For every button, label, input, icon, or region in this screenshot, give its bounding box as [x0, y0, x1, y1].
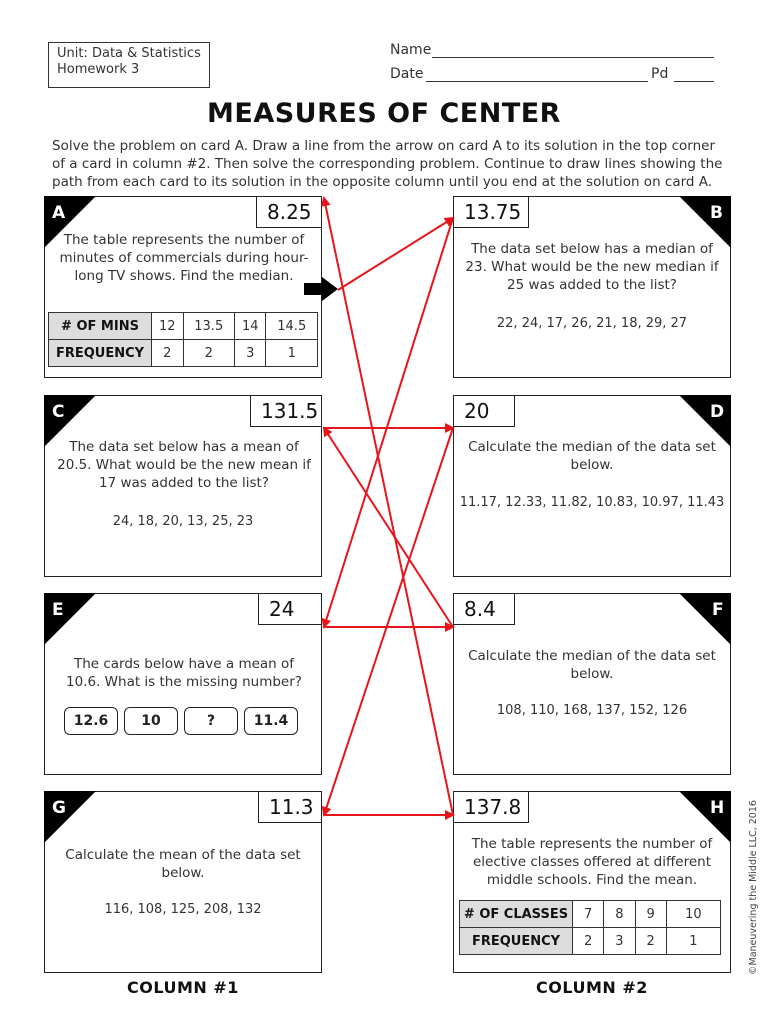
- table-cell: 1: [666, 928, 720, 955]
- number-card: 12.6: [64, 707, 118, 735]
- table-cell: 10: [666, 901, 720, 928]
- table-header-cell: # OF CLASSES: [460, 901, 573, 928]
- table-cell: 1: [266, 340, 318, 367]
- table-cell: 3: [604, 928, 635, 955]
- card-g-data: 116, 108, 125, 208, 132: [104, 902, 262, 917]
- card-d-data: 11.17, 12.33, 11.82, 10.83, 10.97, 11.43: [459, 495, 725, 510]
- card-c-letter: C: [52, 402, 65, 422]
- table-cell: 2: [573, 928, 604, 955]
- card-f-answer: 8.4: [453, 593, 515, 625]
- table-cell: 7: [573, 901, 604, 928]
- table-cell: 14.5: [266, 313, 318, 340]
- card-f-letter: F: [712, 600, 724, 620]
- card-c-problem: The data set below has a mean of 20.5. What would be the new mean if 17 was added to the list?: [57, 439, 311, 491]
- card-h-letter: H: [710, 798, 725, 818]
- copyright: ©Maneuvering the Middle LLC, 2016: [748, 800, 759, 975]
- connector-b-to-e: [324, 218, 453, 627]
- table-header-cell: FREQUENCY: [460, 928, 573, 955]
- connector-d-to-g: [324, 428, 453, 815]
- pd-label: Pd: [651, 66, 669, 82]
- card-b-data: 22, 24, 17, 26, 21, 18, 29, 27: [496, 316, 688, 331]
- instructions: Solve the problem on card A. Draw a line from the arrow on card A to its solution in the top corner of a card in column #2. Then solve the corresponding problem. Continue to draw lines showing the path from each card to its solution in the opposite column until you end at the solution on card A.: [52, 138, 723, 190]
- unit-label: Unit: Data & Statistics: [57, 46, 201, 61]
- homework-label: Homework 3: [57, 62, 140, 77]
- table-cell: 9: [635, 901, 666, 928]
- table-header-cell: FREQUENCY: [49, 340, 152, 367]
- card-d-problem: Calculate the median of the data set below.: [468, 439, 716, 473]
- date-label: Date: [390, 66, 424, 82]
- card-g-letter: G: [52, 798, 66, 818]
- table-cell: 3: [234, 340, 266, 367]
- card-h-answer: 137.8: [453, 791, 529, 823]
- card-b-letter: B: [710, 203, 723, 223]
- table-cell: 2: [152, 340, 184, 367]
- card-e-answer: 24: [258, 593, 322, 625]
- card-b-answer: 13.75: [453, 196, 529, 228]
- card-e-problem: The cards below have a mean of 10.6. What is the missing number?: [66, 656, 302, 690]
- card-b-problem: The data set below has a median of 23. What would be the new median if 25 was added to the list?: [465, 241, 719, 293]
- column-2-label: COLUMN #2: [536, 978, 648, 997]
- table-cell: 2: [183, 340, 234, 367]
- page-title: MEASURES OF CENTER: [207, 98, 561, 129]
- card-c-data: 24, 18, 20, 13, 25, 23: [112, 514, 254, 529]
- table-cell: 2: [635, 928, 666, 955]
- card-g-problem: Calculate the mean of the data set below.: [65, 847, 301, 881]
- connector-a-to-b: [338, 218, 453, 290]
- card-h-problem: The table represents the number of elective classes offered at different middle schools. Find the mean.: [471, 836, 713, 888]
- table-cell: 12: [152, 313, 184, 340]
- table-header-cell: # OF MINS: [49, 313, 152, 340]
- table-cell: 13.5: [183, 313, 234, 340]
- table-cell: 8: [604, 901, 635, 928]
- card-a-answer: 8.25: [256, 196, 322, 228]
- column-1-label: COLUMN #1: [127, 978, 239, 997]
- name-label: Name: [390, 42, 432, 58]
- connector-h-to-a: [324, 198, 453, 815]
- table-cell: 14: [234, 313, 266, 340]
- card-c-answer: 131.5: [250, 395, 322, 427]
- card-a-problem: The table represents the number of minutes of commercials during hour-long TV shows. Find the median.: [59, 232, 309, 284]
- card-e-letter: E: [52, 600, 64, 620]
- card-f-data: 108, 110, 168, 137, 152, 126: [496, 703, 688, 718]
- card-f-problem: Calculate the median of the data set below.: [468, 648, 716, 682]
- number-card: ?: [184, 707, 238, 735]
- number-card: 10: [124, 707, 178, 735]
- connector-f-to-c: [324, 428, 453, 627]
- card-d-letter: D: [710, 402, 725, 422]
- card-a-letter: A: [52, 203, 66, 223]
- card-d-answer: 20: [453, 395, 515, 427]
- card-g-answer: 11.3: [258, 791, 322, 823]
- number-card: 11.4: [244, 707, 298, 735]
